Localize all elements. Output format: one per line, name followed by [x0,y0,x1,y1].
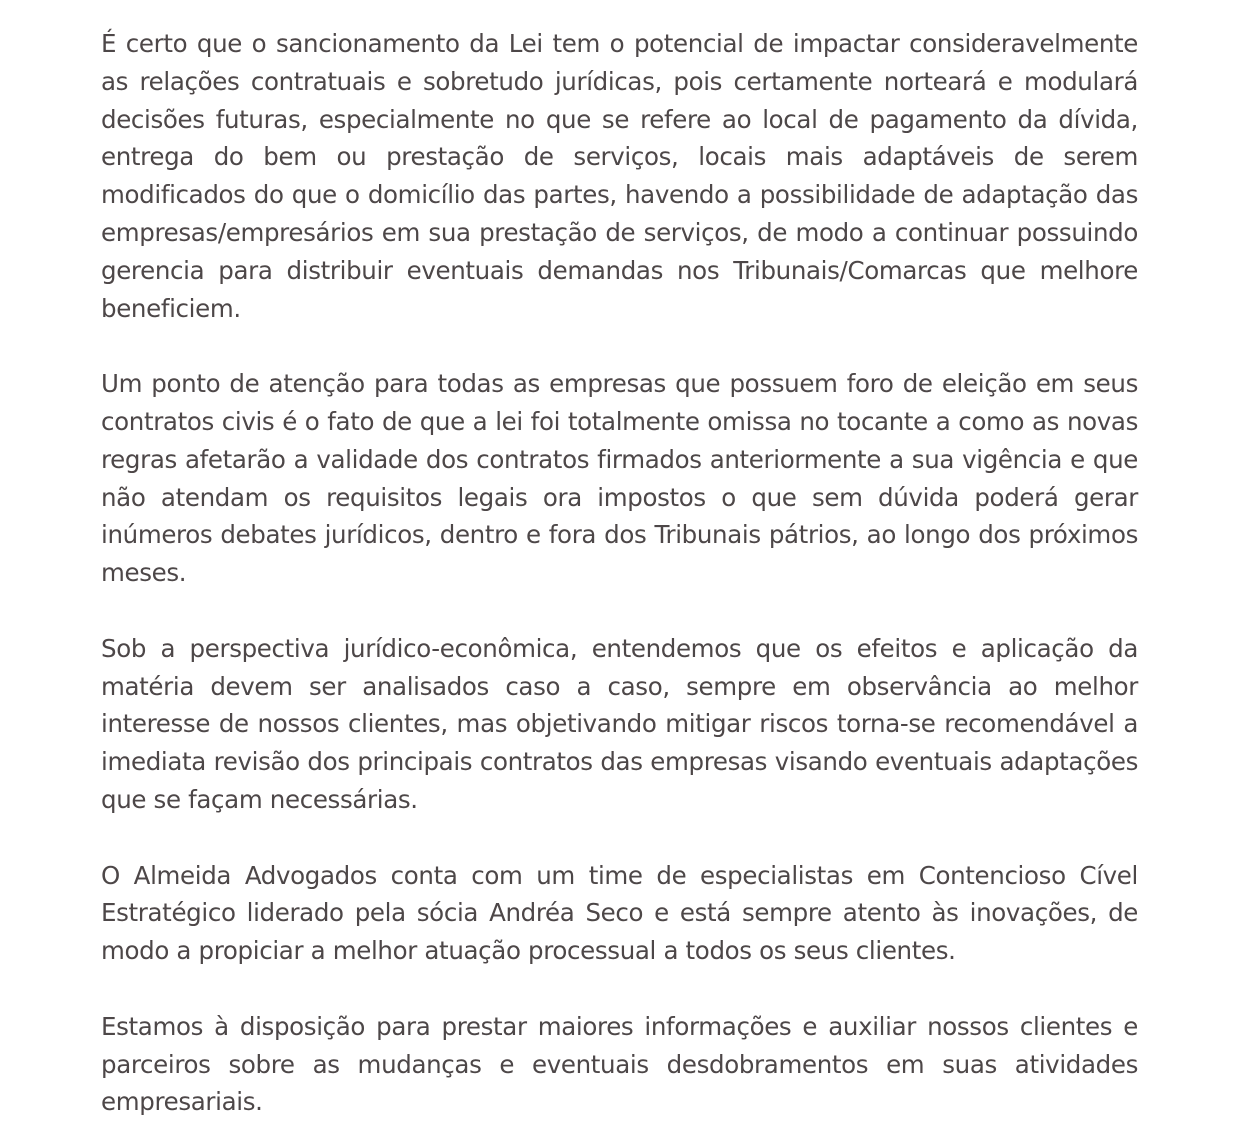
paragraph-lei-impacto: É certo que o sancionamento da Lei tem o potencial de impactar consideravelmente as relações contratuais e sobretudo jurídicas, pois certamente norteará e modulará decisões futuras, especialmente no que se refere ao local de pagamento da dívida, entrega do bem ou prestação de serviços, locais mais adaptáveis de serem modificados do que o domicílio das partes, havendo a possibilidade de adaptação das empresas/empresários em sua prestação de serviços, de modo a continuar possuindo gerencia para distribuir eventuais demandas nos Tribunais/Comarcas que melhore beneficiem. [101,29,1138,323]
paragraph-almeida-advogados: O Almeida Advogados conta com um time de especialistas em Contencioso Cível Estratégico liderado pela sócia Andréa Seco e está sempre atento às inovações, de modo a propiciar a melhor atuação processual a todos os seus clientes. [101,860,1138,966]
paragraph-perspectiva-juridica: Sob a perspectiva jurídico-econômica, entendemos que os efeitos e aplicação da matéria devem ser analisados caso a caso, sempre em observância ao melhor interesse de nossos clientes, mas objetivando mitigar riscos torna-se recomendável a imediata revisão dos principais contratos das empresas visando eventuais adaptações que se façam necessárias. [101,633,1138,814]
paragraph-ponto-atencao: Um ponto de atenção para todas as empresas que possuem foro de eleição em seus contratos civis é o fato de que a lei foi totalmente omissa no tocante a como as novas regras afetarão a validade dos contratos firmados anteriormente a sua vigência e que não atendam os requisitos legais ora impostos o que sem dúvida poderá gerar inúmeros debates jurídicos, dentro e fora dos Tribunais pátrios, ao longo dos próximos meses. [101,369,1138,588]
article-body [101,25,1138,1121]
paragraph-disposicao: Estamos à disposição para prestar maiores informações e auxiliar nossos clientes e parceiros sobre as mudanças e eventuais desdobramentos em suas atividades empresariais. [101,1011,1138,1117]
